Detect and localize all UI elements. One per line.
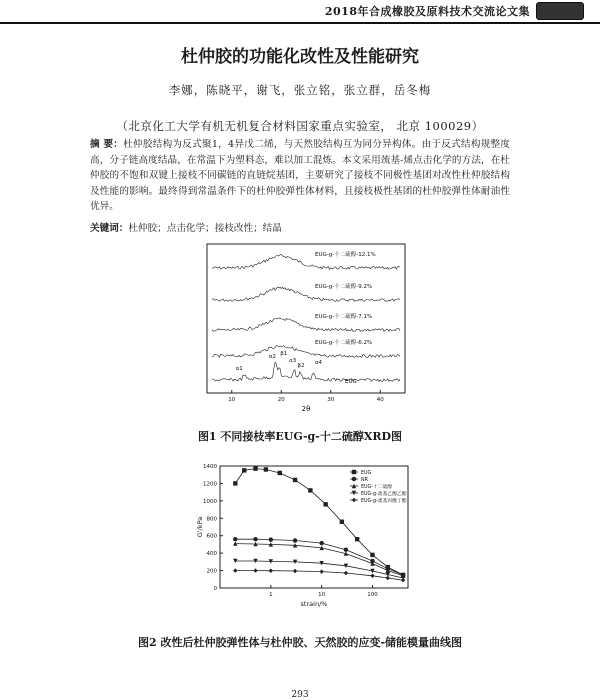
x-tick-label: 30 [327, 397, 335, 403]
publisher-logo [536, 2, 584, 20]
legend-label: EUG-g-巯基丙酸丁酯 [361, 499, 407, 504]
data-point [352, 498, 356, 502]
data-point [233, 537, 237, 541]
data-point [264, 467, 268, 471]
abstract-label: 摘 要： [90, 139, 124, 150]
peak-label: α4 [314, 360, 322, 366]
author-list: 李娜，陈晓平，谢飞，张立铭，张立群，岳冬梅 [168, 83, 432, 97]
xrd-chart [195, 238, 410, 413]
header-text: 2018年合成橡胶及原料技术交流论文集 [324, 5, 530, 18]
xrd-curve [212, 346, 400, 358]
legend-label: EUG-g-巯基乙醇乙酯 [361, 492, 407, 497]
data-point [319, 569, 323, 573]
y-tick-label: 200 [206, 568, 217, 575]
y-axis-label: G'/kPa [196, 516, 204, 538]
strain-modulus-chart [190, 460, 415, 630]
data-point [344, 547, 348, 551]
y-tick-label: 1200 [203, 481, 217, 488]
x-axis-label: strain/% [300, 600, 328, 608]
legend-label: NR [361, 478, 368, 483]
peak-label: α3 [289, 358, 297, 364]
paper-title: 杜仲胶的功能化改性及性能研究 [181, 47, 419, 67]
data-point [242, 468, 246, 472]
abstract-text: 杜仲胶结构为反式聚1，4异戊二烯，与天然胶结构互为同分异构体。由于反式结构规整度高，分子链高度结晶，在常温下为塑料态，难以加工混炼。本文采用巯基-烯点击化学的方法，在杜仲胶的不饱和双键上接枝不同碳链的直链烷基团，主要研究了接枝不同极性基团对改性杜仲胶结构及性能的影响。最终得到常温条件下的杜仲胶弹性体材料，且接枝极性基团的杜仲胶弹性体耐油性优异。 [90, 139, 510, 212]
data-point [308, 488, 312, 492]
y-tick-label: 1000 [203, 498, 217, 505]
data-point [253, 568, 257, 572]
data-point [269, 569, 273, 573]
x-tick-label: 100 [367, 592, 378, 598]
legend-label: EUG [361, 471, 372, 476]
data-point [319, 541, 323, 545]
page-header [0, 0, 600, 24]
data-point [370, 553, 374, 557]
keywords-label: 关键词： [90, 223, 129, 234]
x-tick-label: 40 [376, 397, 384, 403]
y-tick-label: 1400 [203, 464, 217, 470]
peak-label: α2 [268, 354, 276, 360]
figure-1 [195, 238, 410, 413]
peak-label: β2 [297, 363, 305, 369]
figure-2-caption: 图2 改性后杜仲胶弹性体与杜仲胶、天然胶的应变-储能模量曲线图 [137, 636, 463, 649]
legend-label: EUG-十二硫醇 [361, 485, 393, 490]
data-point [293, 478, 297, 482]
data-point [352, 470, 356, 474]
x-tick-label: 10 [228, 397, 236, 403]
page-number: 293 [291, 690, 309, 700]
y-tick-label: 600 [206, 533, 217, 540]
data-point [278, 471, 282, 475]
x-tick-label: 20 [277, 397, 285, 403]
x-tick-label: 1 [269, 592, 273, 598]
series-label: EUG [345, 379, 357, 385]
data-point [253, 537, 257, 541]
series-label: EUG-g-十二硫醇-7.1% [315, 314, 373, 320]
data-point [293, 538, 297, 542]
series-line [235, 539, 403, 575]
data-point [352, 477, 356, 481]
y-tick-label: 0 [213, 586, 217, 592]
data-point [355, 537, 359, 541]
data-point [269, 537, 273, 541]
data-point [386, 576, 390, 580]
y-tick-label: 800 [206, 516, 217, 523]
y-tick-label: 400 [206, 551, 217, 558]
abstract [90, 137, 510, 215]
data-point [293, 569, 297, 573]
data-point [253, 466, 257, 470]
x-tick-label: 10 [318, 592, 326, 598]
data-point [323, 502, 327, 506]
x-axis-label: 2θ [301, 405, 311, 413]
figure-2 [190, 460, 415, 630]
series-label: EUG-g-十二硫醇-6.2% [315, 340, 373, 346]
figure-1-caption: 图1 不同接枝率EUG-g-十二硫醇XRD图 [197, 430, 403, 443]
data-point [370, 574, 374, 578]
keywords [90, 220, 510, 234]
series-label: EUG-g-十二硫醇-9.2% [315, 284, 373, 290]
data-point [344, 571, 348, 575]
data-point [401, 578, 405, 582]
affiliation: （北京化工大学有机无机复合材料国家重点实验室， 北京 100029） [116, 119, 484, 133]
peak-label: α1 [235, 366, 243, 372]
series-label: EUG-g-十二硫醇-12.1% [315, 252, 376, 258]
data-point [340, 520, 344, 524]
keywords-text: 杜仲胶；点击化学；接枝改性；结晶 [128, 223, 282, 234]
data-point [233, 568, 237, 572]
peak-label: β1 [280, 351, 288, 357]
data-point [233, 481, 237, 485]
